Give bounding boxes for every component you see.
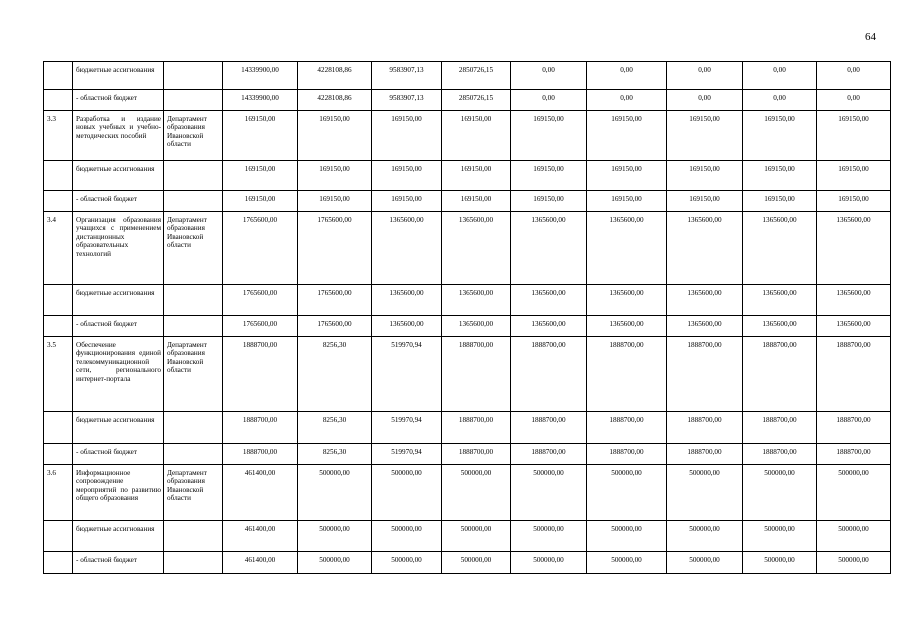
amount-cell: 500000,00	[667, 521, 743, 552]
measure-name-cell: - областной бюджет	[73, 552, 164, 574]
amount-cell: 500000,00	[298, 552, 372, 574]
amount-cell: 1765600,00	[223, 285, 298, 316]
amount-cell: 0,00	[667, 90, 743, 111]
amount-cell: 9583907,13	[372, 90, 442, 111]
amount-cell: 0,00	[743, 62, 817, 90]
executor-cell	[164, 161, 223, 191]
amount-cell: 461400,00	[223, 552, 298, 574]
amount-cell: 1888700,00	[587, 444, 667, 465]
amount-cell: 500000,00	[587, 465, 667, 521]
amount-cell: 1888700,00	[587, 412, 667, 444]
amount-cell: 169150,00	[223, 161, 298, 191]
amount-cell: 169150,00	[223, 191, 298, 212]
amount-cell: 500000,00	[817, 521, 891, 552]
row-index-cell	[44, 191, 73, 212]
amount-cell: 1365600,00	[372, 316, 442, 337]
amount-cell: 0,00	[667, 62, 743, 90]
amount-cell: 519970,94	[372, 444, 442, 465]
amount-cell: 500000,00	[442, 552, 511, 574]
amount-cell: 1365600,00	[817, 316, 891, 337]
amount-cell: 1765600,00	[298, 316, 372, 337]
amount-cell: 1888700,00	[587, 337, 667, 412]
amount-cell: 1765600,00	[298, 285, 372, 316]
amount-cell: 169150,00	[298, 161, 372, 191]
amount-cell: 1765600,00	[223, 212, 298, 285]
measure-name-cell: бюджетные ассигнования	[73, 412, 164, 444]
amount-cell: 500000,00	[372, 465, 442, 521]
amount-cell: 1888700,00	[743, 337, 817, 412]
amount-cell: 500000,00	[442, 521, 511, 552]
amount-cell: 1365600,00	[667, 212, 743, 285]
amount-cell: 169150,00	[511, 191, 587, 212]
page-number: 64	[865, 31, 876, 43]
amount-cell: 1888700,00	[223, 412, 298, 444]
executor-cell	[164, 412, 223, 444]
table-row	[44, 90, 891, 111]
amount-cell: 500000,00	[442, 465, 511, 521]
amount-cell: 0,00	[511, 62, 587, 90]
amount-cell: 1365600,00	[511, 212, 587, 285]
amount-cell: 169150,00	[511, 161, 587, 191]
amount-cell: 500000,00	[511, 521, 587, 552]
amount-cell: 169150,00	[442, 111, 511, 161]
executor-cell: Департамент образования Ивановской области	[164, 465, 223, 521]
amount-cell: 169150,00	[372, 111, 442, 161]
amount-cell: 500000,00	[587, 521, 667, 552]
amount-cell: 1888700,00	[223, 444, 298, 465]
table-row	[44, 552, 891, 574]
amount-cell: 1365600,00	[817, 212, 891, 285]
amount-cell: 1365600,00	[667, 316, 743, 337]
amount-cell: 1365600,00	[372, 212, 442, 285]
amount-cell: 4228108,86	[298, 90, 372, 111]
amount-cell: 1888700,00	[667, 412, 743, 444]
amount-cell: 9583907,13	[372, 62, 442, 90]
amount-cell: 14339900,00	[223, 62, 298, 90]
table-row	[44, 111, 891, 161]
amount-cell: 1765600,00	[223, 316, 298, 337]
amount-cell: 1365600,00	[442, 285, 511, 316]
row-index-cell	[44, 62, 73, 90]
executor-cell	[164, 521, 223, 552]
amount-cell: 169150,00	[817, 161, 891, 191]
amount-cell: 1888700,00	[743, 412, 817, 444]
amount-cell: 1888700,00	[223, 337, 298, 412]
amount-cell: 8256,30	[298, 444, 372, 465]
amount-cell: 1365600,00	[667, 285, 743, 316]
amount-cell: 1888700,00	[511, 444, 587, 465]
amount-cell: 1888700,00	[667, 337, 743, 412]
amount-cell: 169150,00	[587, 161, 667, 191]
executor-cell: Департамент образования Ивановской области	[164, 212, 223, 285]
row-index-cell: 3.4	[44, 212, 73, 285]
table-row	[44, 521, 891, 552]
amount-cell: 169150,00	[587, 111, 667, 161]
amount-cell: 1365600,00	[511, 316, 587, 337]
amount-cell: 500000,00	[298, 521, 372, 552]
amount-cell: 1365600,00	[587, 316, 667, 337]
executor-cell	[164, 285, 223, 316]
table-row	[44, 444, 891, 465]
amount-cell: 500000,00	[298, 465, 372, 521]
table-row	[44, 62, 891, 90]
amount-cell: 1888700,00	[442, 444, 511, 465]
executor-cell: Департамент образования Ивановской области	[164, 337, 223, 412]
amount-cell: 500000,00	[667, 552, 743, 574]
measure-name-cell: бюджетные ассигнования	[73, 521, 164, 552]
amount-cell: 1888700,00	[817, 444, 891, 465]
amount-cell: 169150,00	[667, 161, 743, 191]
amount-cell: 169150,00	[223, 111, 298, 161]
amount-cell: 1365600,00	[587, 285, 667, 316]
measure-name-cell: бюджетные ассигнования	[73, 62, 164, 90]
row-index-cell: 3.3	[44, 111, 73, 161]
amount-cell: 500000,00	[817, 552, 891, 574]
row-index-cell: 3.6	[44, 465, 73, 521]
amount-cell: 1888700,00	[442, 412, 511, 444]
measure-name-cell: бюджетные ассигнования	[73, 285, 164, 316]
amount-cell: 169150,00	[817, 191, 891, 212]
amount-cell: 1888700,00	[817, 337, 891, 412]
table-row	[44, 191, 891, 212]
amount-cell: 461400,00	[223, 465, 298, 521]
measure-name-cell: бюджетные ассигнования	[73, 161, 164, 191]
measure-name-cell: - областной бюджет	[73, 191, 164, 212]
amount-cell: 0,00	[743, 90, 817, 111]
amount-cell: 0,00	[817, 90, 891, 111]
amount-cell: 169150,00	[442, 161, 511, 191]
amount-cell: 169150,00	[817, 111, 891, 161]
amount-cell: 0,00	[587, 62, 667, 90]
amount-cell: 1365600,00	[511, 285, 587, 316]
amount-cell: 0,00	[817, 62, 891, 90]
table-row	[44, 285, 891, 316]
measure-name-cell: - областной бюджет	[73, 90, 164, 111]
row-index-cell	[44, 161, 73, 191]
amount-cell: 500000,00	[817, 465, 891, 521]
table-row	[44, 412, 891, 444]
executor-cell	[164, 191, 223, 212]
amount-cell: 500000,00	[511, 465, 587, 521]
executor-cell	[164, 90, 223, 111]
amount-cell: 169150,00	[372, 161, 442, 191]
amount-cell: 500000,00	[667, 465, 743, 521]
amount-cell: 500000,00	[587, 552, 667, 574]
amount-cell: 169150,00	[298, 111, 372, 161]
amount-cell: 500000,00	[372, 521, 442, 552]
row-index-cell: 3.5	[44, 337, 73, 412]
measure-name-cell: Обеспечение функционирования единой телекоммуникационной сети, регионального интернет-портала	[73, 337, 164, 412]
executor-cell	[164, 444, 223, 465]
amount-cell: 1365600,00	[743, 285, 817, 316]
executor-cell: Департамент образования Ивановской области	[164, 111, 223, 161]
amount-cell: 500000,00	[743, 552, 817, 574]
amount-cell: 0,00	[587, 90, 667, 111]
amount-cell: 519970,94	[372, 412, 442, 444]
amount-cell: 0,00	[511, 90, 587, 111]
row-index-cell	[44, 90, 73, 111]
table-row	[44, 465, 891, 521]
amount-cell: 1888700,00	[511, 412, 587, 444]
table-row	[44, 337, 891, 412]
measure-name-cell: - областной бюджет	[73, 316, 164, 337]
measure-name-cell: Информационное сопровождение мероприятий по развитию общего образования	[73, 465, 164, 521]
amount-cell: 169150,00	[667, 111, 743, 161]
amount-cell: 1365600,00	[743, 212, 817, 285]
amount-cell: 1365600,00	[587, 212, 667, 285]
amount-cell: 169150,00	[587, 191, 667, 212]
executor-cell	[164, 316, 223, 337]
budget-table	[43, 61, 891, 574]
row-index-cell	[44, 521, 73, 552]
amount-cell: 1365600,00	[442, 316, 511, 337]
amount-cell: 500000,00	[372, 552, 442, 574]
table-row	[44, 316, 891, 337]
budget-table-body	[44, 62, 891, 574]
measure-name-cell: Организация образования учащихся с применением дистанционных образовательных технологий	[73, 212, 164, 285]
row-index-cell	[44, 285, 73, 316]
row-index-cell	[44, 552, 73, 574]
table-row	[44, 161, 891, 191]
amount-cell: 1365600,00	[372, 285, 442, 316]
amount-cell: 1365600,00	[817, 285, 891, 316]
amount-cell: 14339900,00	[223, 90, 298, 111]
amount-cell: 1888700,00	[817, 412, 891, 444]
amount-cell: 1765600,00	[298, 212, 372, 285]
amount-cell: 169150,00	[442, 191, 511, 212]
amount-cell: 1888700,00	[743, 444, 817, 465]
amount-cell: 8256,30	[298, 337, 372, 412]
amount-cell: 519970,94	[372, 337, 442, 412]
amount-cell: 1365600,00	[743, 316, 817, 337]
amount-cell: 500000,00	[743, 465, 817, 521]
amount-cell: 500000,00	[743, 521, 817, 552]
amount-cell: 500000,00	[511, 552, 587, 574]
row-index-cell	[44, 444, 73, 465]
measure-name-cell: - областной бюджет	[73, 444, 164, 465]
amount-cell: 169150,00	[743, 191, 817, 212]
amount-cell: 461400,00	[223, 521, 298, 552]
amount-cell: 1888700,00	[667, 444, 743, 465]
amount-cell: 169150,00	[511, 111, 587, 161]
amount-cell: 169150,00	[372, 191, 442, 212]
measure-name-cell: Разработка и издание новых учебных и учебно-методических пособий	[73, 111, 164, 161]
amount-cell: 2850726,15	[442, 62, 511, 90]
amount-cell: 1365600,00	[442, 212, 511, 285]
amount-cell: 4228108,86	[298, 62, 372, 90]
amount-cell: 169150,00	[667, 191, 743, 212]
amount-cell: 1888700,00	[511, 337, 587, 412]
amount-cell: 169150,00	[743, 161, 817, 191]
executor-cell	[164, 552, 223, 574]
row-index-cell	[44, 316, 73, 337]
table-row	[44, 212, 891, 285]
amount-cell: 8256,30	[298, 412, 372, 444]
row-index-cell	[44, 412, 73, 444]
amount-cell: 1888700,00	[442, 337, 511, 412]
amount-cell: 2850726,15	[442, 90, 511, 111]
amount-cell: 169150,00	[743, 111, 817, 161]
amount-cell: 169150,00	[298, 191, 372, 212]
executor-cell	[164, 62, 223, 90]
